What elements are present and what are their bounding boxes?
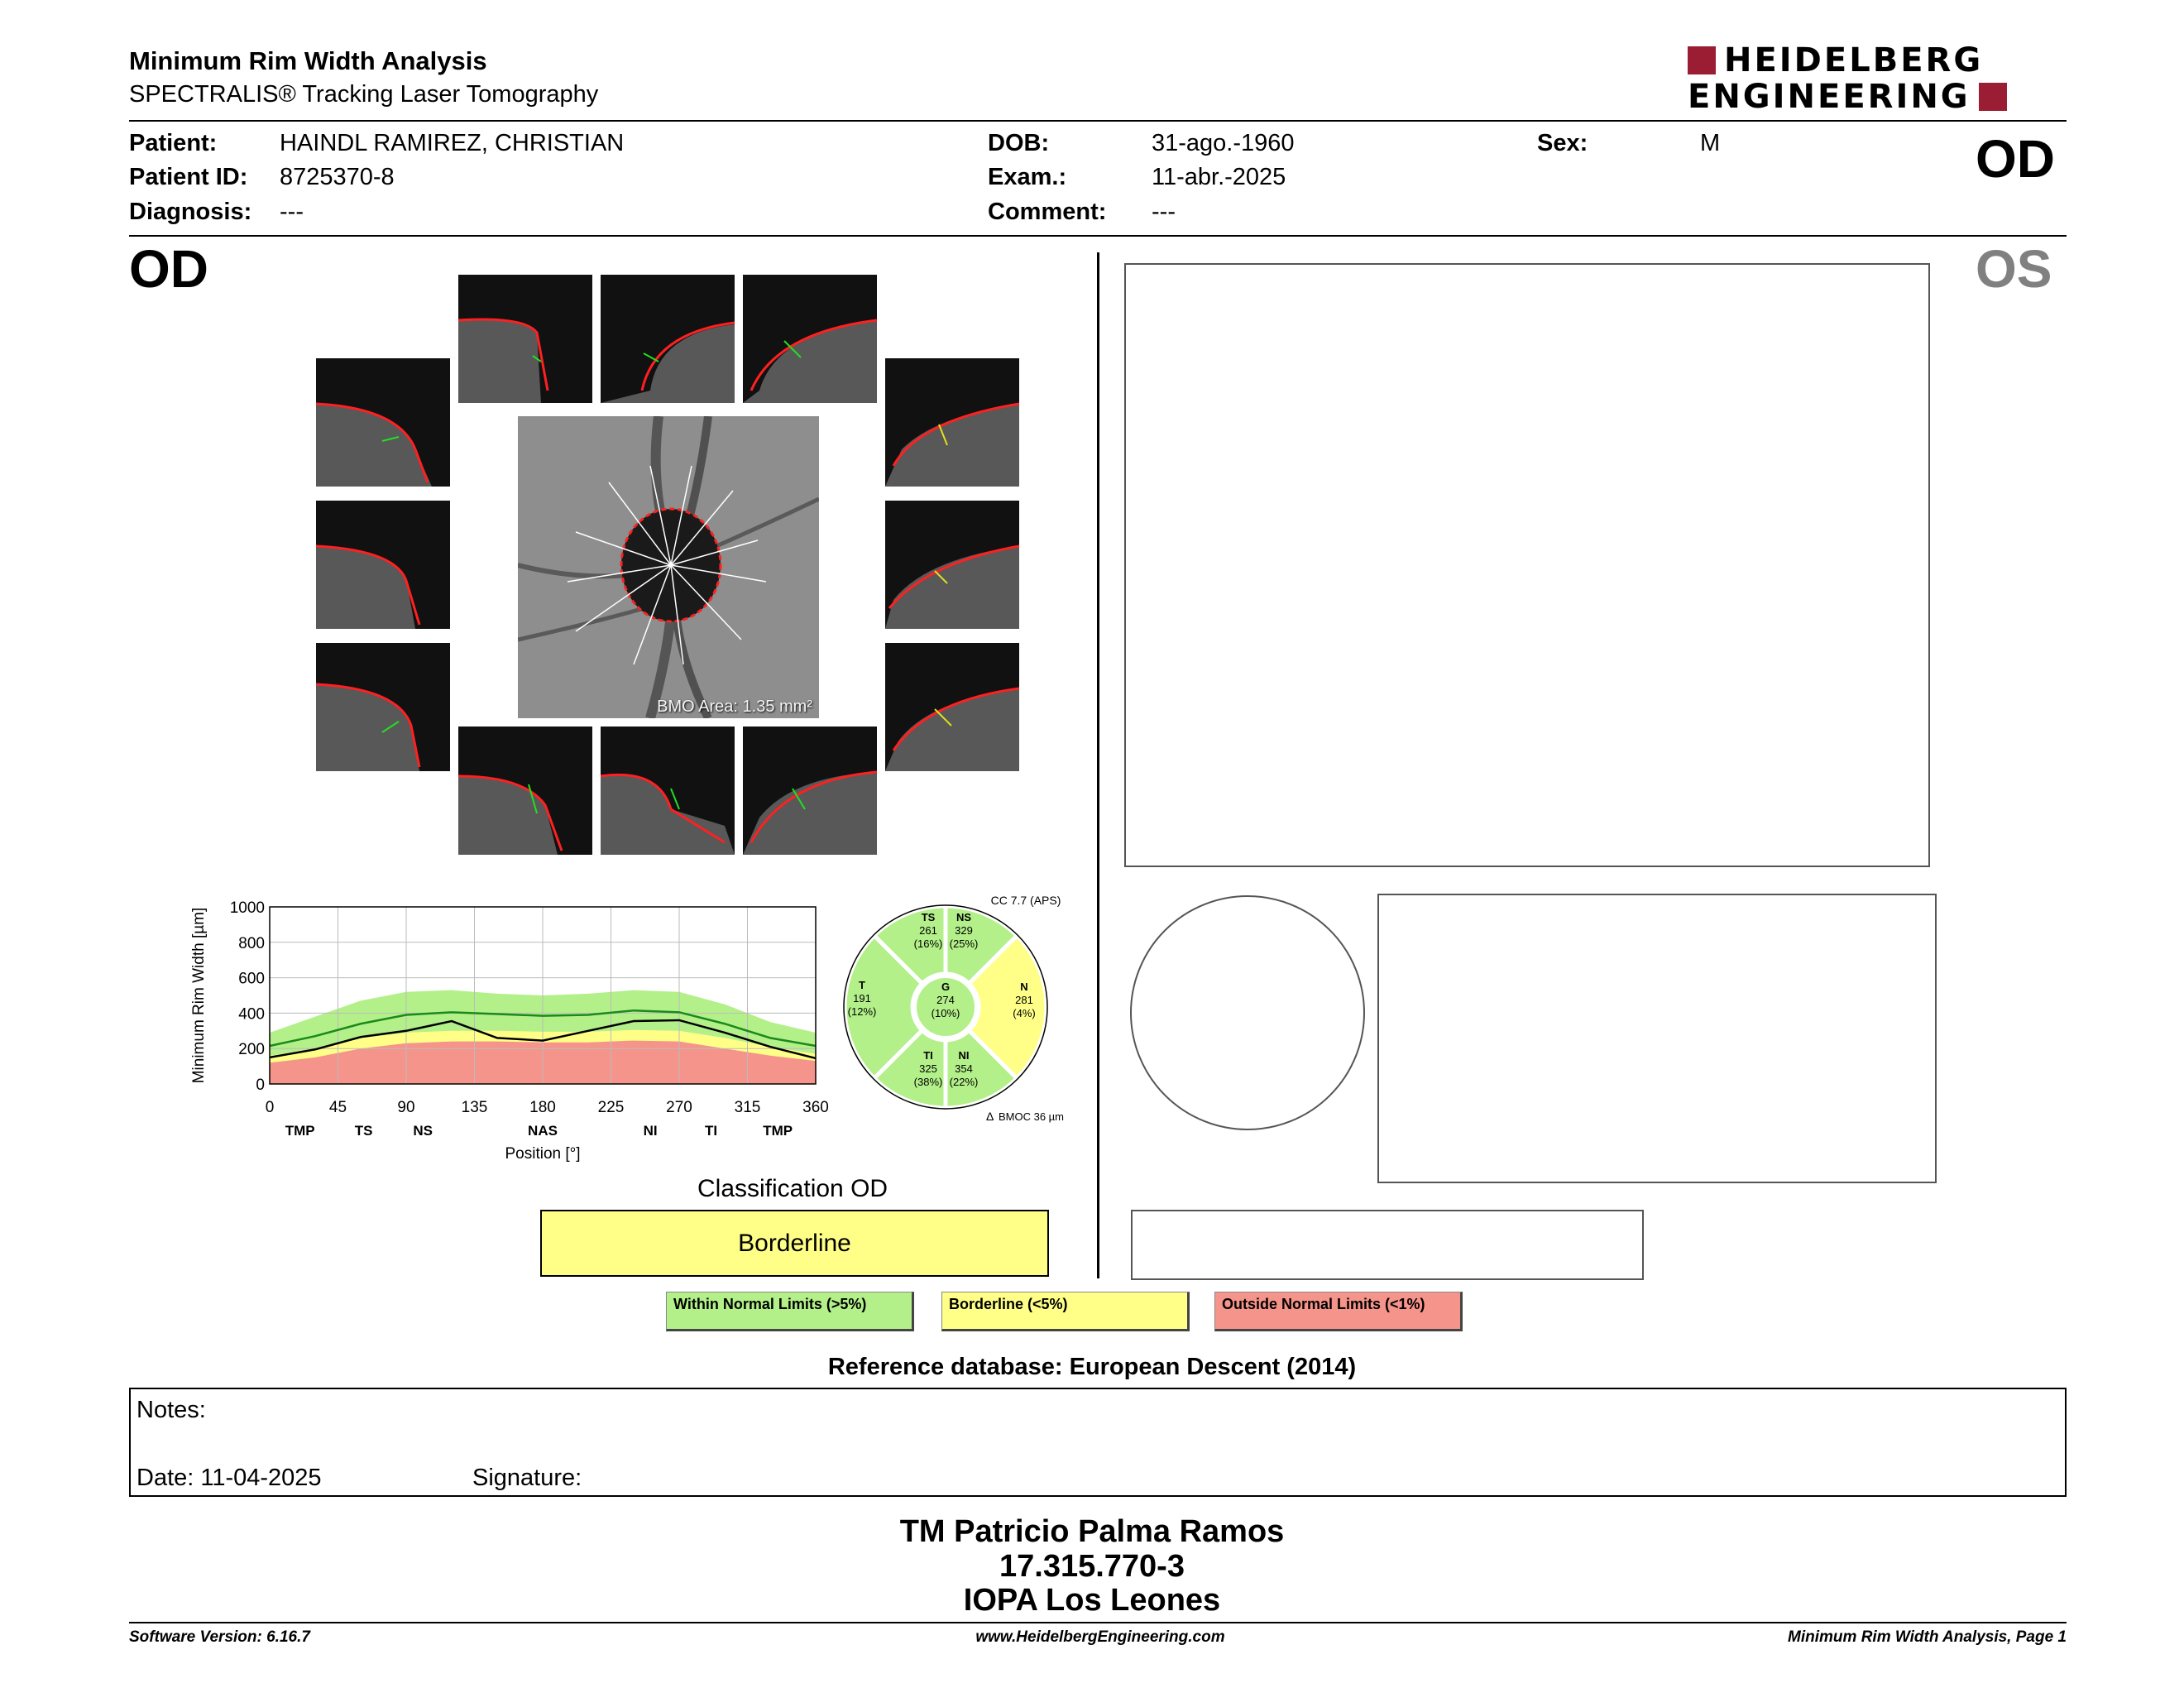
sector-name: N [1020,981,1028,993]
chart-y-tick: 1000 [229,899,265,917]
exam-label: Exam.: [988,164,1067,190]
oct-bscan-7 [885,501,1019,629]
software-version: Software Version: 6.16.7 [129,1628,310,1646]
logo-line2: ENGINEERING [1688,78,1971,116]
chart-sector-label: TI [704,1123,718,1139]
dob-value: 31-ago.-1960 [1152,130,1295,156]
oct-bscan-1 [458,275,592,403]
oct-bscan-2 [601,275,735,403]
chart-y-tick: 400 [238,1005,265,1024]
sector-name: NS [956,911,972,923]
classification-title: Classification OD [697,1175,888,1202]
signatory-org: IOPA Los Leones [963,1583,1221,1618]
dob-label: DOB: [988,130,1050,156]
oct-bscan-3 [743,275,877,403]
chart-y-tick: 0 [256,1077,265,1094]
chart-x-tick: 225 [597,1099,625,1116]
signatory-id: 17.315.770-3 [999,1549,1185,1584]
patient-id-label: Patient ID: [129,164,248,190]
sector-pct: (16%) [913,938,943,950]
logo-square-icon [1688,46,1716,74]
date-label: Date: 11-04-2025 [136,1465,322,1491]
chart-x-tick: 135 [461,1099,488,1116]
sector-name: TI [923,1049,933,1062]
sector-pct: (12%) [847,1005,877,1018]
legend-borderline: Borderline (<5%) [941,1292,1190,1331]
diagnosis-label: Diagnosis: [129,199,252,225]
oct-bscan-4 [316,358,450,487]
oct-bscan-10 [458,727,592,855]
fundus-image [518,416,819,718]
chart-sector-label: TMP [285,1123,315,1139]
reference-database: Reference database: European Descent (2014) [827,1354,1357,1380]
chart-x-tick: 270 [666,1099,692,1116]
chart-y-label: Minimum Rim Width [µm] [190,907,208,1084]
sector-value: 281 [1015,994,1033,1006]
chart-y-tick: 600 [238,970,265,988]
sex-label: Sex: [1537,130,1588,156]
os-classification-placeholder [1131,1210,1644,1280]
bmo-area-label: BMO Area: 1.35 mm² [657,698,812,716]
classification-result: Borderline [540,1210,1049,1277]
notes-box[interactable] [129,1388,2067,1497]
sector-pct: (10%) [931,1007,960,1019]
eye-indicator: OD [1976,129,2055,189]
sector-value: 325 [919,1062,937,1075]
panel-divider [1097,252,1099,1278]
sector-pct: (38%) [913,1076,943,1088]
oct-bscan-9 [885,643,1019,771]
sector-pct: (25%) [949,938,979,950]
header-divider [129,120,2067,122]
sector-value: 354 [955,1062,973,1075]
chart-sector-label: NI [643,1123,658,1139]
sector-value: 261 [919,924,937,937]
chart-x-tick: 0 [265,1099,275,1116]
comment-value: --- [1152,199,1176,225]
sector-chart [836,890,1084,1125]
sector-value: 274 [936,994,955,1006]
patient-name: HAINDL RAMIREZ, CHRISTIAN [280,130,625,156]
os-sector-placeholder [1130,895,1365,1130]
notes-label: Notes: [136,1397,206,1423]
os-fundus-placeholder [1124,263,1930,867]
sector-name: G [941,981,951,993]
sector-value: 329 [955,924,973,937]
sex-value: M [1700,130,1721,156]
os-panel-title: OS [1976,239,2052,299]
chart-sector-label: NS [413,1123,433,1139]
website-link[interactable]: www.HeidelbergEngineering.com [975,1628,1225,1646]
chart-x-label: Position [°] [505,1145,581,1163]
oct-bscan-5 [885,358,1019,487]
chart-sector-label: TMP [763,1123,793,1139]
patient-id: 8725370-8 [280,164,395,190]
logo-line1: HEIDELBERG [1724,41,1984,79]
sector-value: 191 [853,992,871,1005]
heidelberg-logo [1688,41,2068,116]
delta-symbol: Δ [986,1110,994,1123]
chart-x-tick: 315 [734,1099,761,1116]
chart-x-tick: 45 [328,1099,347,1116]
footer-divider [129,1622,2067,1623]
cc-label: CC 7.7 (APS) [990,894,1061,907]
chart-x-tick: 180 [529,1099,556,1116]
oct-bscan-12 [743,727,877,855]
report-subtitle: SPECTRALIS® Tracking Laser Tomography [129,81,599,108]
comment-label: Comment: [988,199,1107,225]
chart-x-tick: 90 [397,1099,415,1116]
chart-sector-label: TS [354,1123,373,1139]
fundus-svg [518,416,819,718]
patient-divider [129,235,2067,237]
exam-value: 11-abr.-2025 [1152,164,1286,190]
chart-x-tick: 360 [802,1099,829,1116]
sector-name: TS [921,911,936,923]
os-chart-placeholder [1377,894,1937,1183]
oct-bscan-8 [316,643,450,771]
bmoc-label: BMOC 36 µm [999,1110,1065,1123]
signatory-name: TM Patricio Palma Ramos [899,1514,1285,1549]
sector-name: NI [958,1049,970,1062]
page-label: Minimum Rim Width Analysis, Page 1 [1788,1628,2067,1646]
chart-y-tick: 200 [238,1041,265,1059]
report-title: Minimum Rim Width Analysis [129,46,487,75]
logo-square-icon [1979,83,2007,111]
od-panel-title: OD [129,239,208,299]
sector-name: T [859,979,865,991]
oct-bscan-6 [316,501,450,629]
patient-label: Patient: [129,130,218,156]
diagnosis-value: --- [280,199,304,225]
chart-sector-label: NAS [528,1123,558,1139]
legend-within: Within Normal Limits (>5%) [666,1292,914,1331]
legend-outside: Outside Normal Limits (<1%) [1214,1292,1463,1331]
sector-pct: (4%) [1013,1007,1036,1019]
oct-bscan-11 [601,727,735,855]
sector-pct: (22%) [949,1076,979,1088]
signature-label: Signature: [472,1465,582,1491]
chart-y-tick: 800 [238,934,265,952]
mrw-chart [189,898,834,1179]
